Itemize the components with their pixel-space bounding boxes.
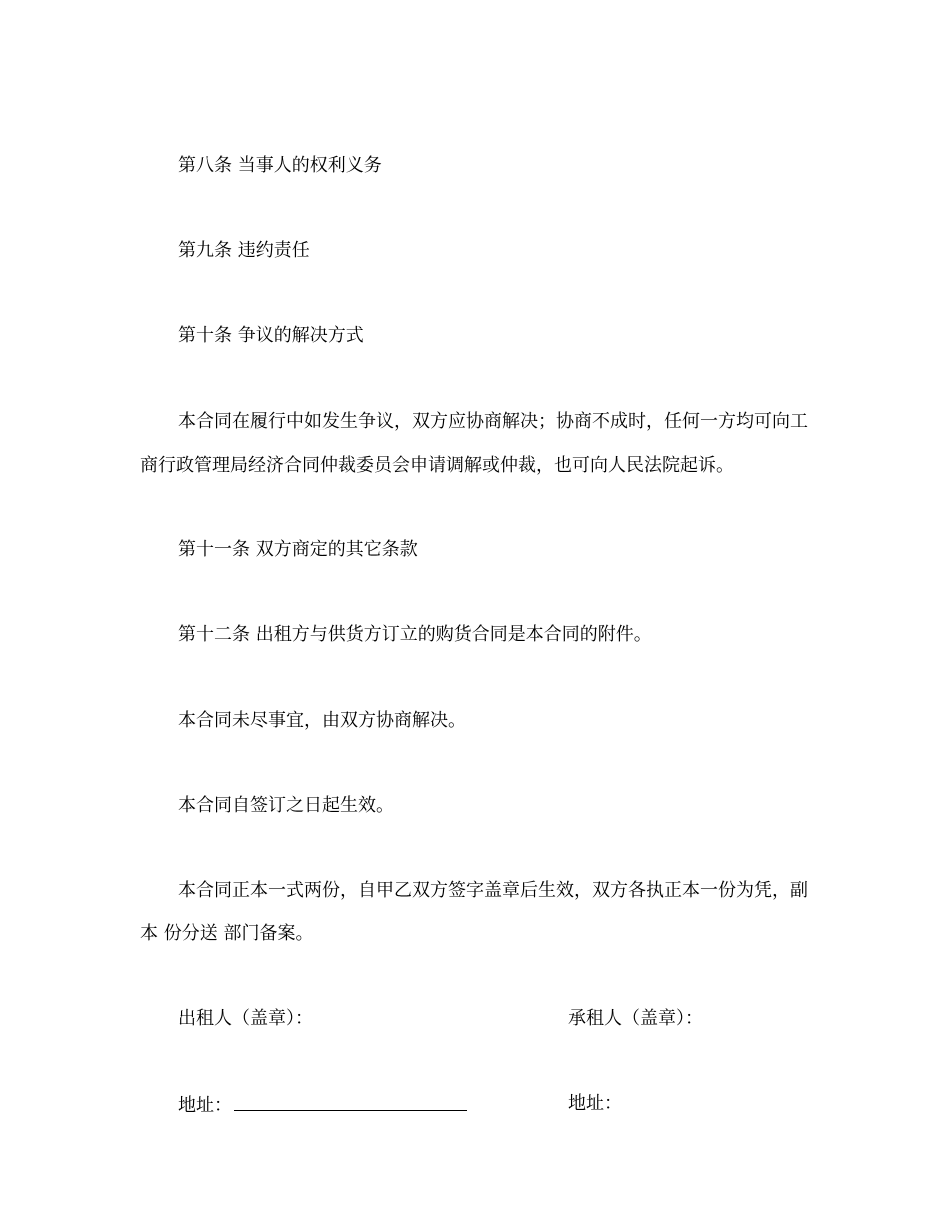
article-10-body-line-2: 商行政管理局经济合同仲裁委员会申请调解或仲裁，也可向人民法院起诉。 — [140, 455, 734, 476]
article-9-heading: 第九条 违约责任 — [178, 240, 310, 261]
lessor-address-label: 地址： — [178, 1095, 232, 1116]
lessee-seal-label: 承租人（盖章）： — [568, 1008, 703, 1029]
copies-clause-line-1: 本合同正本一式两份，自甲乙双方签字盖章后生效，双方各执正本一份为凭，副 — [178, 880, 808, 901]
article-10-heading: 第十条 争议的解决方式 — [178, 325, 364, 346]
lessor-address-blank[interactable] — [234, 1092, 467, 1111]
lessor-seal-label: 出租人（盖章）： — [178, 1008, 313, 1029]
lessee-address-label: 地址： — [568, 1093, 622, 1114]
article-10-body-line-1: 本合同在履行中如发生争议，双方应协商解决；协商不成时，任何一方均可向工 — [178, 411, 808, 432]
article-12-heading: 第十二条 出租方与供货方订立的购货合同是本合同的附件。 — [178, 624, 652, 645]
copies-clause-line-2: 本 份分送 部门备案。 — [140, 923, 314, 944]
article-11-heading: 第十一条 双方商定的其它条款 — [178, 539, 418, 560]
article-8-heading: 第八条 当事人的权利义务 — [178, 155, 382, 176]
effective-date-clause: 本合同自签订之日起生效。 — [178, 795, 394, 816]
unresolved-matters-clause: 本合同未尽事宜，由双方协商解决。 — [178, 710, 466, 731]
lessor-address-row — [178, 1092, 467, 1118]
